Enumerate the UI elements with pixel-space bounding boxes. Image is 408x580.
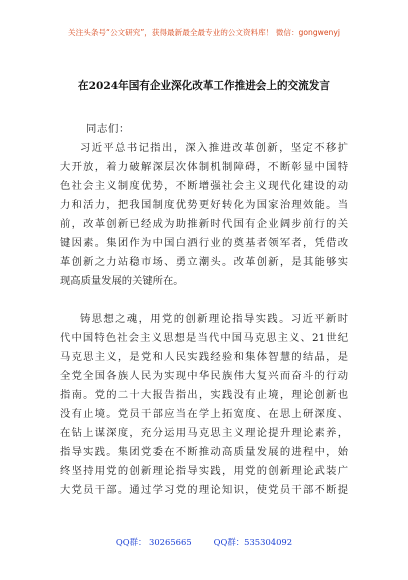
paragraph-line: 力和活力，把我国制度优势更好转化为国家治理效能。当 [60, 199, 348, 211]
paragraph-line: 习近平总书记指出，深入推进改革创新，坚定不移扩 [80, 142, 348, 154]
paragraph-line: 指南。党的二十大报告指出，实践没有止境，理论创新也 [60, 389, 348, 401]
paragraph-line: 大开放，着力破解深层次体制机制障碍，不断彰显中国特 [60, 161, 348, 173]
paragraph-2 [60, 310, 348, 500]
paragraph-line: 代中国特色社会主义思想是当代中国马克思主义、21世纪 [60, 332, 348, 344]
salutation: 同志们： [86, 123, 130, 135]
paragraph-line: 在钻上谋深度，充分运用马克思主义理论提升理论素养， [60, 427, 348, 439]
paragraph-line: 全党全国各族人民为实现中华民族伟大复兴而奋斗的行动 [60, 370, 348, 382]
document-body [60, 139, 348, 500]
paragraph-line: 铸思想之魂，用党的创新理论指导实践。习近平新时 [80, 313, 348, 325]
paragraph-line: 终坚持用党的创新理论指导实践，用党的创新理论武装广 [60, 465, 348, 477]
paragraph-line: 指导实践。集团党委在不断推动高质量发展的进程中，始 [60, 446, 348, 458]
paragraph-line: 革创新之力站稳市场、勇立潮头。改革创新，是其能够实 [60, 256, 348, 268]
paragraph-line: 没有止境。党员干部应当在学上拓宽度、在思上研深度、 [60, 408, 348, 420]
paragraph-line: 键因素。集团作为中国白酒行业的奠基者领军者，凭借改 [60, 237, 348, 249]
footer-contact [0, 536, 408, 548]
footer-qq-group-1: QQ群： 30265665 [115, 537, 192, 547]
footer-qq-group-2: QQ群：535304092 [213, 537, 293, 547]
paragraph-line: 现高质量发展的关键所在。 [60, 275, 184, 287]
header-banner: 关注头条号“公文研究”，获得最新最全最专业的公文资料库！ 微信：gongwenyj [68, 28, 340, 37]
paragraph-gap [60, 291, 348, 310]
paragraph-line: 前，改革创新已经成为助推新时代国有企业阔步前行的关 [60, 218, 348, 230]
paragraph-line: 马克思主义，是党和人民实践经验和集体智慧的结晶，是 [60, 351, 348, 363]
paragraph-line: 色社会主义制度优势，不断增强社会主义现代化建设的动 [60, 180, 348, 192]
paragraph-line: 大党员干部。通过学习党的理论知识，使党员干部不断提 [60, 484, 348, 496]
document-title: 在2024年国有企业深化改革工作推进会上的交流发言 [78, 80, 330, 92]
paragraph-1 [60, 139, 348, 291]
